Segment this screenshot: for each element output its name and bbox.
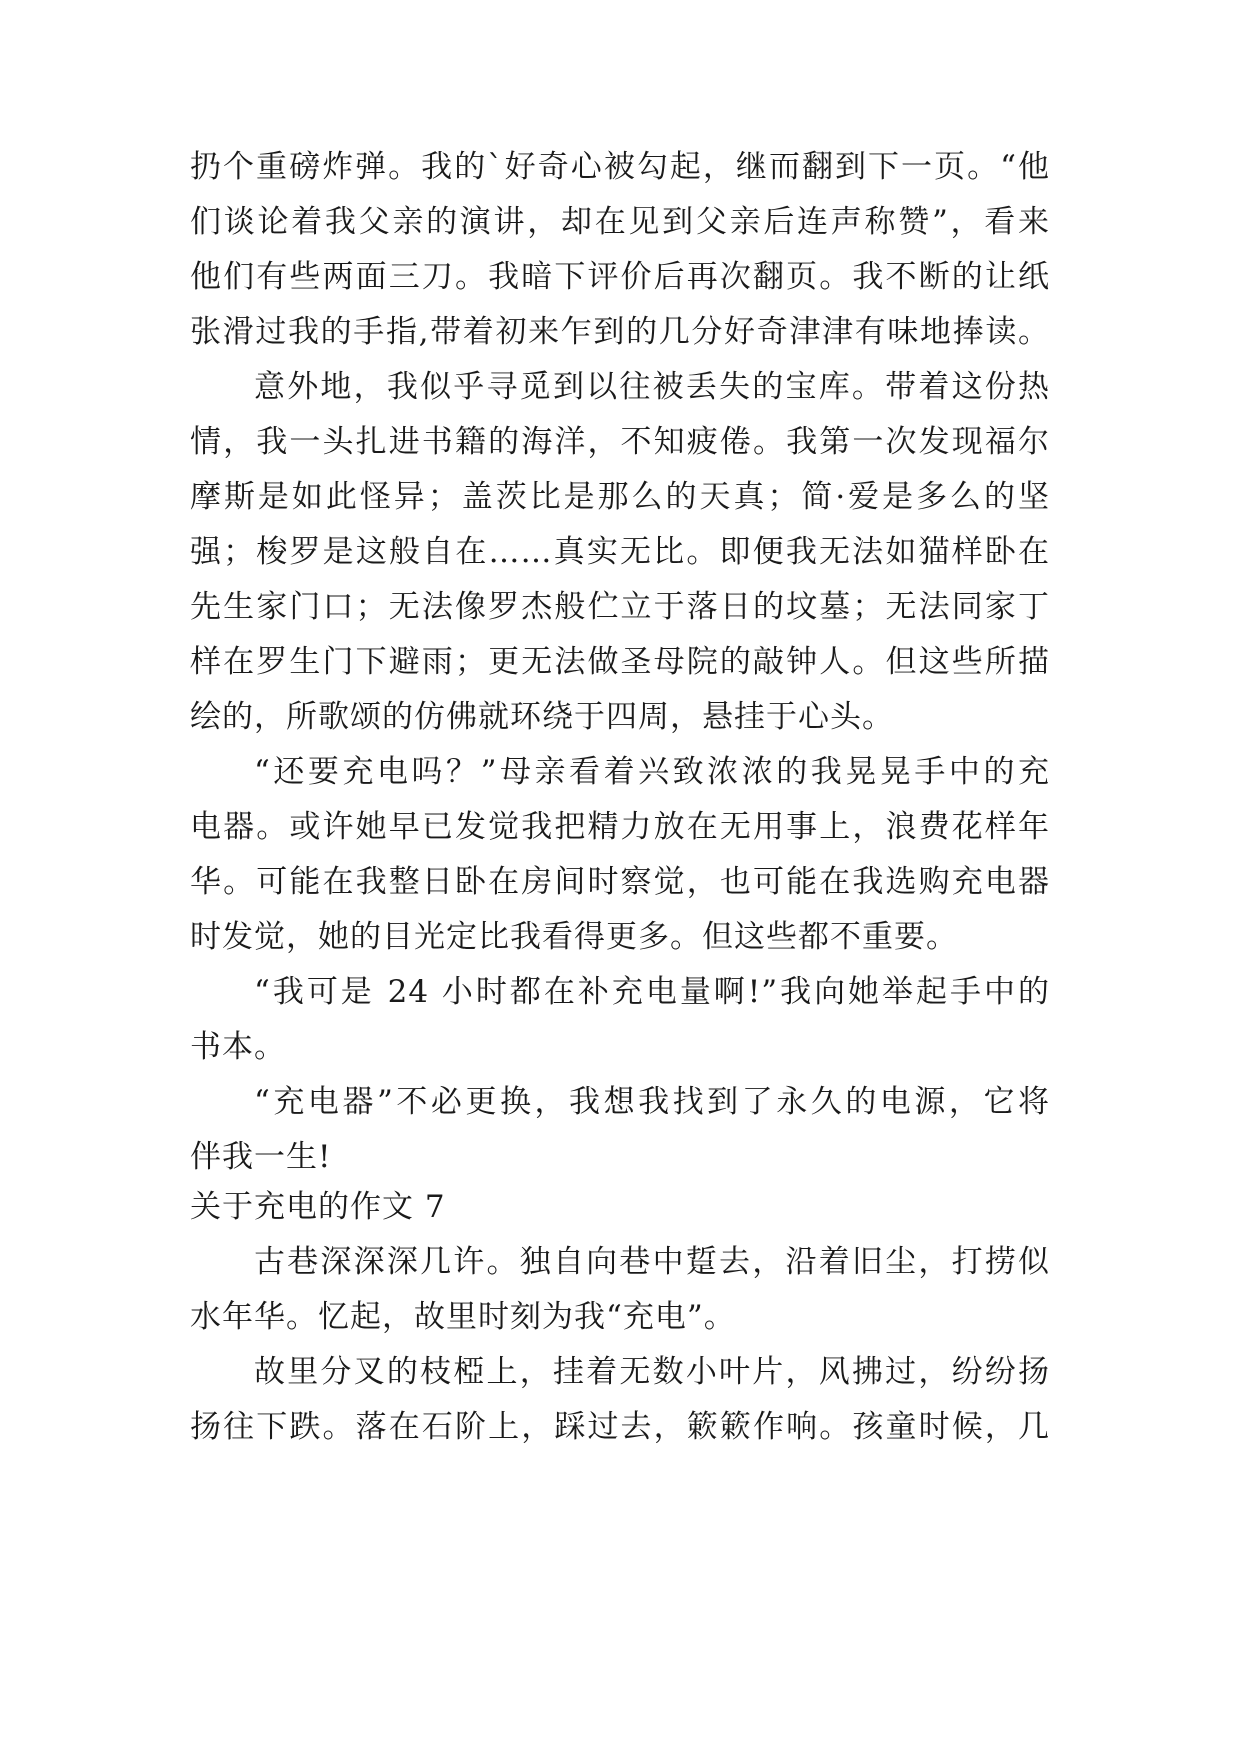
text-line: 华。可能在我整日卧在房间时察觉，也可能在我选购充电器: [190, 864, 1050, 900]
text-line: 绘的，所歌颂的仿佛就环绕于四周，悬挂于心头。: [190, 699, 894, 735]
text-line: 伴我一生!: [190, 1139, 332, 1175]
section-heading: 关于充电的作文 7: [190, 1189, 446, 1225]
text-line: 时发觉，她的目光定比我看得更多。但这些都不重要。: [190, 919, 958, 955]
text-line: 他们有些两面三刀。我暗下评价后再次翻页。我不断的让纸: [190, 259, 1050, 295]
text-line: 强；梭罗是这般自在……真实无比。即便我无法如猫样卧在: [190, 534, 1050, 570]
text-line: 电器。或许她早已发觉我把精力放在无用事上，浪费花样年: [190, 809, 1050, 845]
paragraph-first-line: 故里分叉的枝椏上，挂着无数小叶片，风拂过，纷纷扬: [254, 1354, 1050, 1390]
text-line: 样在罗生门下避雨；更无法做圣母院的敲钟人。但这些所描: [190, 644, 1050, 680]
text-line: 张滑过我的手指,带着初来乍到的几分好奇津津有味地捧读。: [190, 314, 1050, 350]
text-line: 摩斯是如此怪异；盖茨比是那么的天真；简·爱是多么的坚: [190, 479, 1050, 515]
paragraph-first-line: “我可是 24 小时都在补充电量啊!”我向她举起手中的: [254, 974, 1050, 1010]
text-line: 书本。: [190, 1029, 286, 1065]
text-line: 水年华。忆起，故里时刻为我“充电”。: [190, 1299, 736, 1335]
paragraph-first-line: 意外地，我似乎寻觅到以往被丢失的宝库。带着这份热: [254, 369, 1050, 405]
text-line: 情，我一头扎进书籍的海洋，不知疲倦。我第一次发现福尔: [190, 424, 1050, 460]
text-line: 扔个重磅炸弹。我的`好奇心被勾起，继而翻到下一页。“他: [190, 149, 1050, 185]
text-line: 扬往下跌。落在石阶上，踩过去，簌簌作响。孩童时候，几: [190, 1409, 1050, 1445]
text-line: 先生家门口；无法像罗杰般伫立于落日的坟墓；无法同家丁: [190, 589, 1050, 625]
text-line: 们谈论着我父亲的演讲，却在见到父亲后连声称赞”，看来: [190, 204, 1050, 240]
paragraph-first-line: 古巷深深深几许。独自向巷中踅去，沿着旧尘，打捞似: [254, 1244, 1050, 1280]
paragraph-first-line: “还要充电吗？”母亲看着兴致浓浓的我晃晃手中的充: [254, 754, 1050, 790]
paragraph-first-line: “充电器”不必更换，我想我找到了永久的电源，它将: [254, 1084, 1050, 1120]
